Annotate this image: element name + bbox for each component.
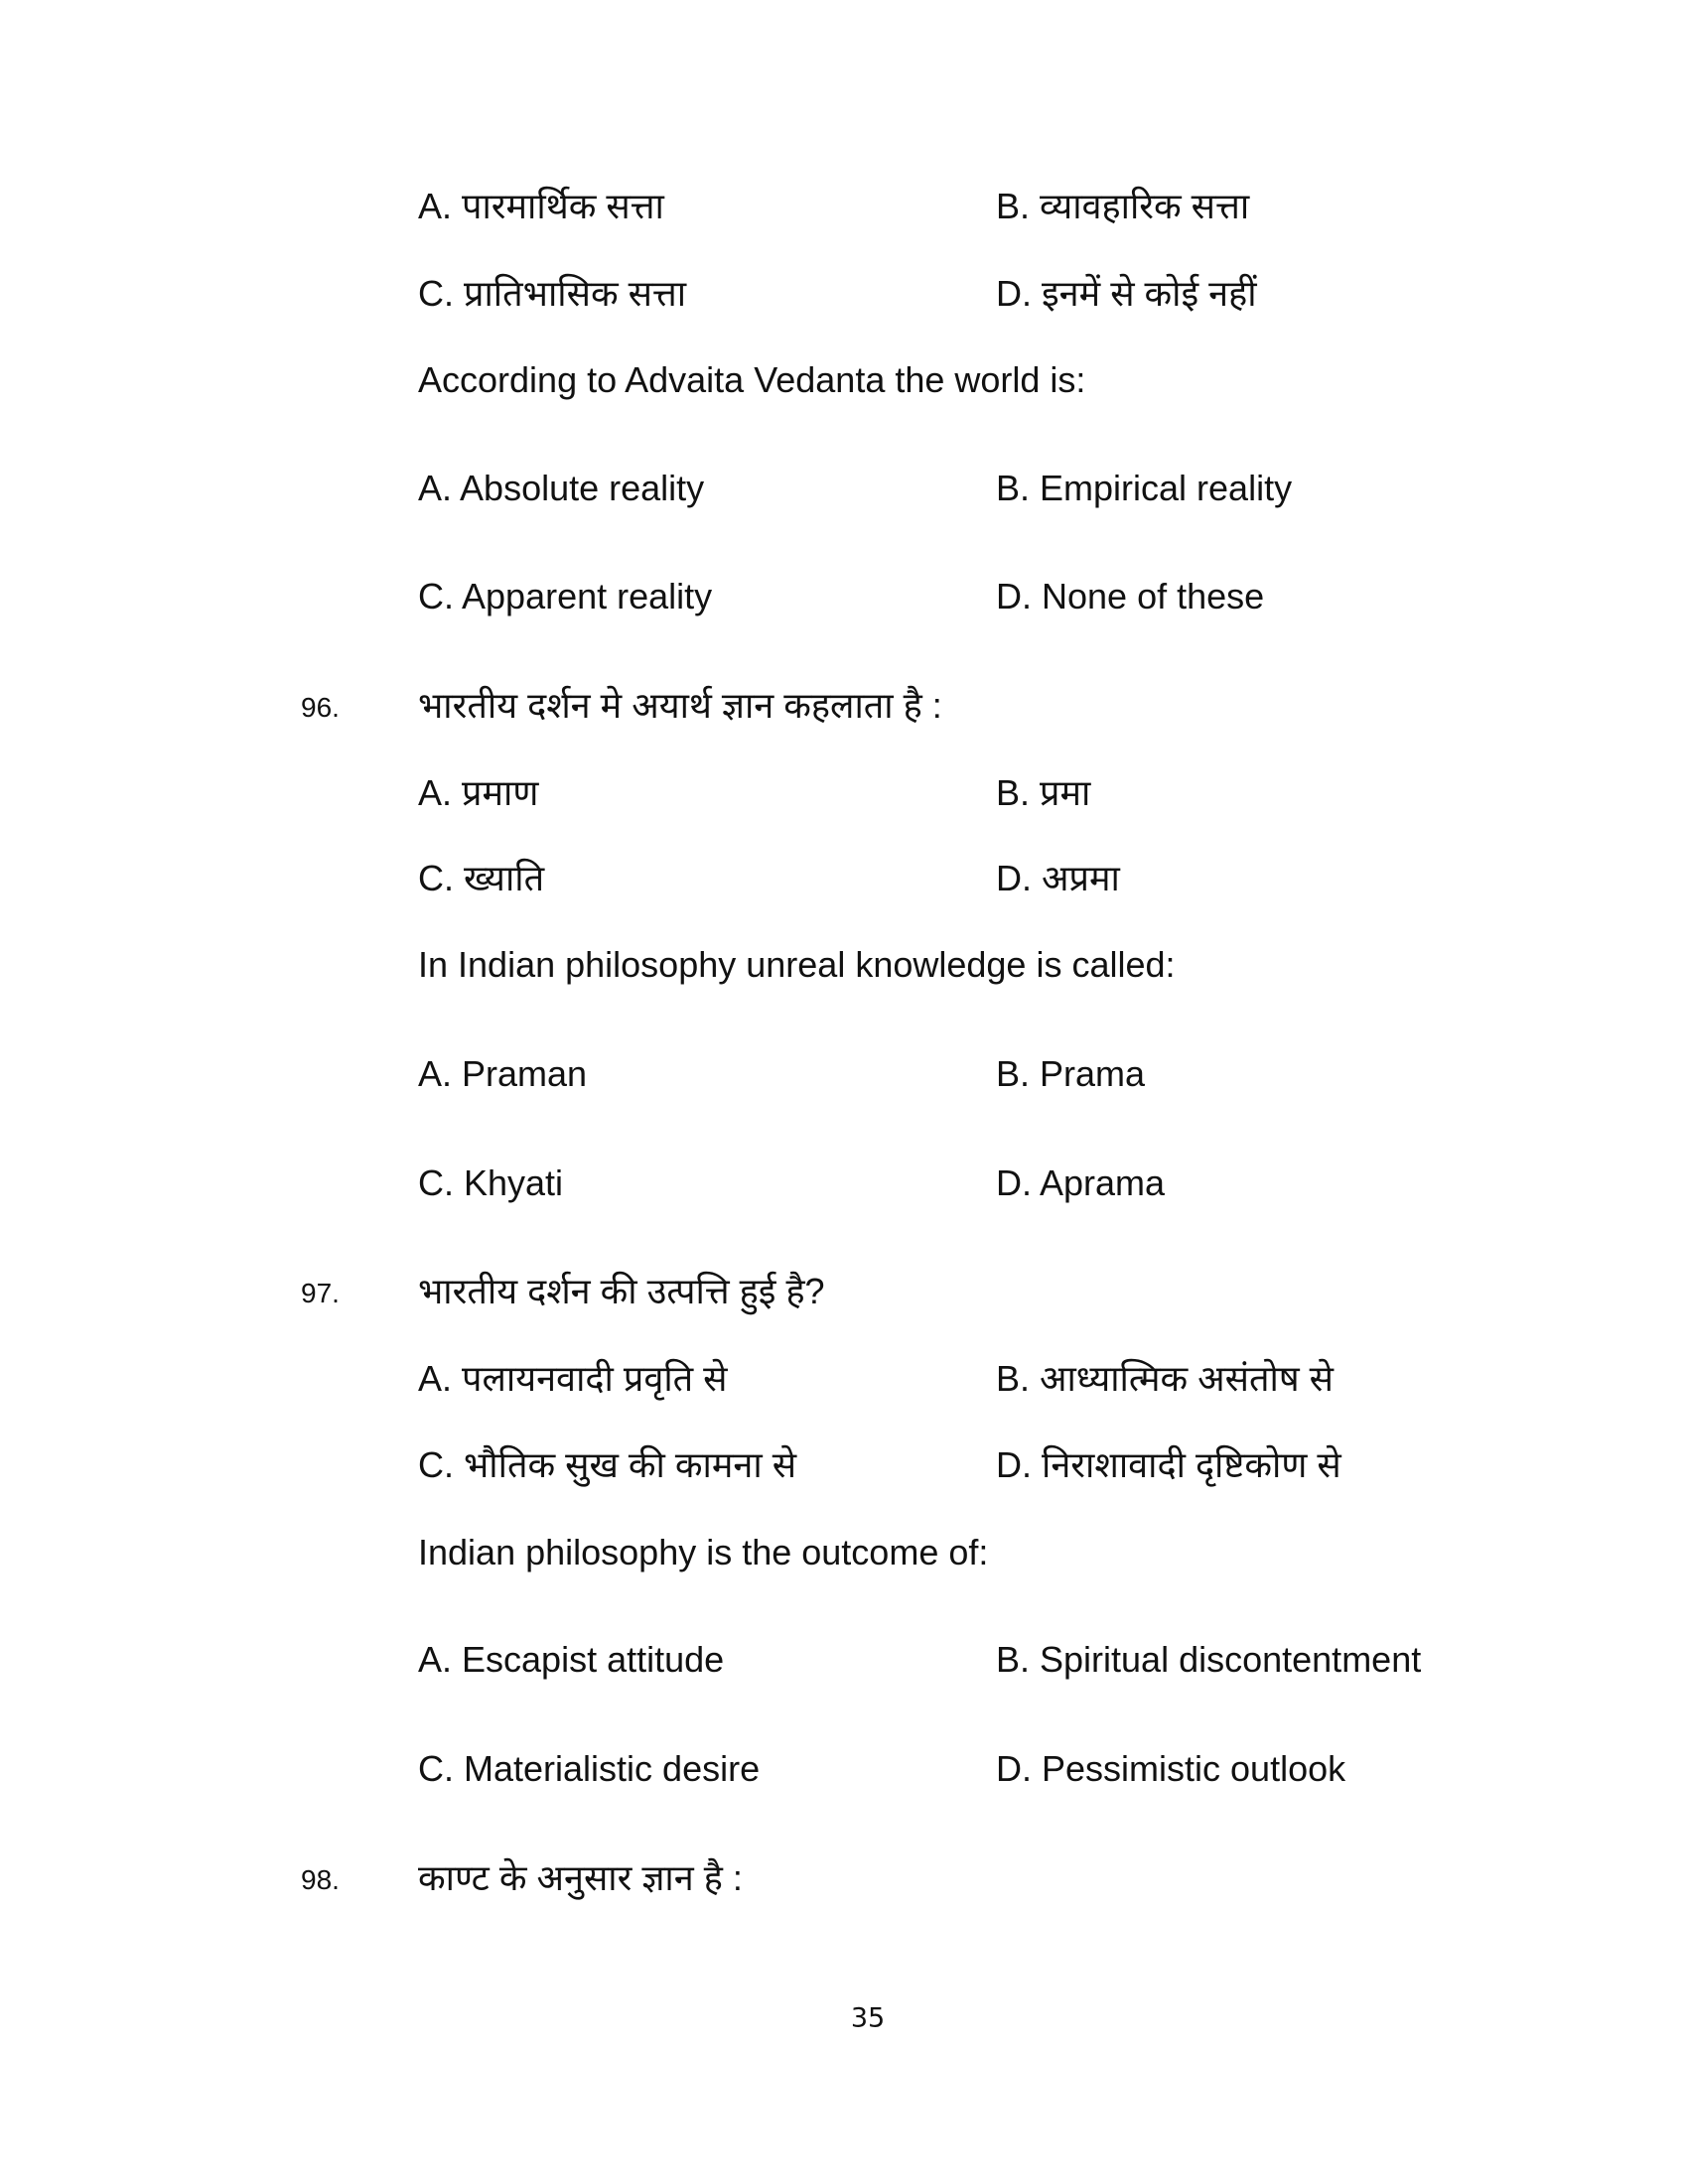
q97-option-d-hi: D. निराशावादी दृष्टिकोण से bbox=[996, 1444, 1341, 1485]
q96-option-a-hi: A. प्रमाण bbox=[418, 772, 539, 813]
q96-option-c-hi: C. ख्याति bbox=[418, 858, 545, 898]
q96-option-d-hi: D. अप्रमा bbox=[996, 858, 1120, 898]
q97-question-en: Indian philosophy is the outcome of: bbox=[418, 1532, 989, 1572]
q97-option-c-en: C. Materialistic desire bbox=[418, 1748, 761, 1789]
q97-number: 97. bbox=[301, 1278, 340, 1308]
q96-option-b-en: B. Prama bbox=[996, 1053, 1146, 1094]
q96-option-c-en: C. Khyati bbox=[418, 1162, 564, 1203]
q97-option-b-hi: B. आध्यात्मिक असंतोष से bbox=[996, 1358, 1334, 1399]
q96-number: 96. bbox=[301, 692, 340, 723]
q98-number: 98. bbox=[301, 1864, 340, 1895]
q95-option-c-hi: C. प्रातिभासिक सत्ता bbox=[418, 273, 687, 314]
page-number: 35 bbox=[850, 2002, 886, 2034]
q97-option-d-en: D. Pessimistic outlook bbox=[996, 1748, 1346, 1789]
q95-option-b-hi: B. व्यावहारिक सत्ता bbox=[996, 186, 1250, 226]
q95-option-d-hi: D. इनमें से कोई नहीं bbox=[996, 273, 1257, 314]
q97-option-a-hi: A. पलायनवादी प्रवृति से bbox=[418, 1358, 728, 1399]
q97-option-c-hi: C. भौतिक सुख की कामना से bbox=[418, 1444, 797, 1485]
q95-option-a-en: A. Absolute reality bbox=[418, 468, 705, 508]
q95-option-a-hi: A. पारमार्थिक सत्ता bbox=[418, 186, 664, 226]
q96-option-b-hi: B. प्रमा bbox=[996, 772, 1091, 813]
q97-option-a-en: A. Escapist attitude bbox=[418, 1639, 725, 1680]
q95-option-b-en: B. Empirical reality bbox=[996, 468, 1293, 508]
q98-question-hi: काण्ट के अनुसार ज्ञान है : bbox=[418, 1857, 743, 1898]
q96-question-hi: भारतीय दर्शन मे अयार्थ ज्ञान कहलाता है : bbox=[418, 685, 942, 726]
q96-question-en: In Indian philosophy unreal knowledge is called: bbox=[418, 944, 1176, 985]
q95-option-c-en: C. Apparent reality bbox=[418, 576, 713, 616]
q95-question-en: According to Advaita Vedanta the world is: bbox=[418, 359, 1086, 400]
q96-option-d-en: D. Aprama bbox=[996, 1162, 1166, 1203]
q96-option-a-en: A. Praman bbox=[418, 1053, 588, 1094]
q95-option-d-en: D. None of these bbox=[996, 576, 1265, 616]
q97-option-b-en: B. Spiritual discontentment bbox=[996, 1639, 1422, 1680]
q97-question-hi: भारतीय दर्शन की उत्पत्ति हुई है? bbox=[418, 1271, 825, 1311]
